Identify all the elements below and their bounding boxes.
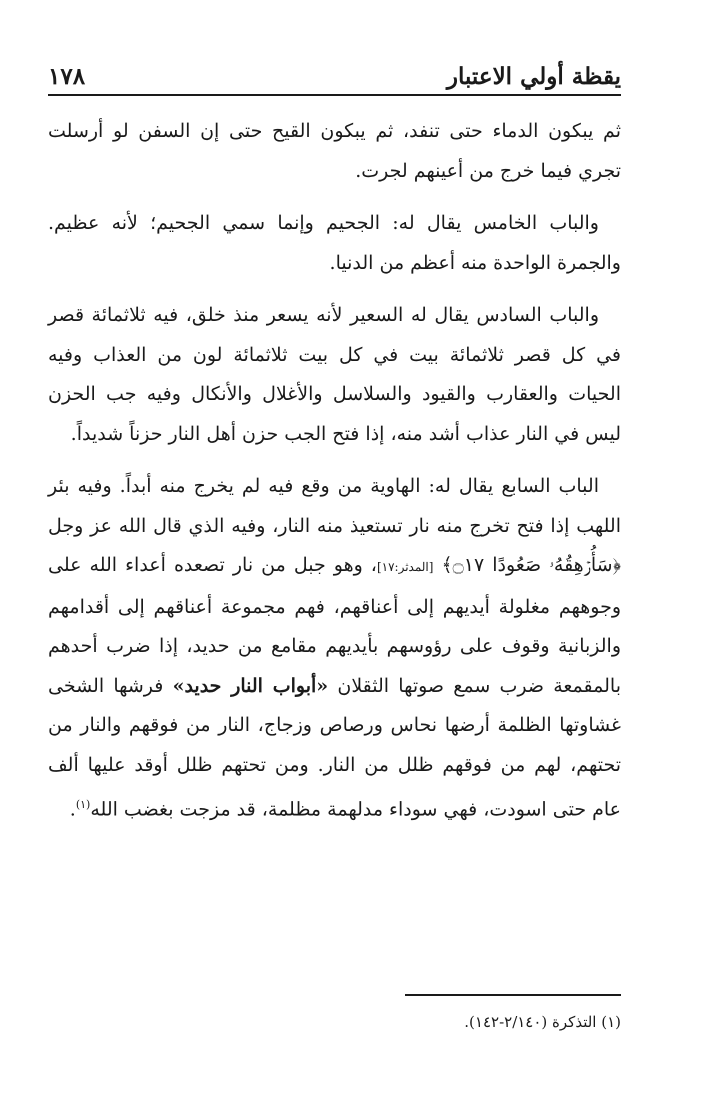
sentence-end: . xyxy=(69,798,76,821)
paragraph-text: الباب السابع يقال له: الهاوية من وقع فيه لم يخرج منه أبداً. وفيه بئر اللهب إذا فتح تخرج منه نار تستعيذ منه النار، وفيه الذي قال الله عز وجل xyxy=(48,475,621,537)
verse-reference: [المدثر:١٧] xyxy=(376,560,434,574)
paragraph xyxy=(48,296,621,454)
footnote-separator xyxy=(405,994,621,996)
paragraph-text: والباب السادس يقال له السعير لأنه يسعر منذ خلق، فيه ثلاثمائة قصر في كل قصر ثلاثمائة بيت في كل بيت ثلاثمائة لون من العذاب وفيه الحيات والعقارب والقيود والسلاسل والأغلال والأنكال وفيه جب الحزن ليس في النار عذاب أشد منه، إذا فتح الجب حزن أهل النار حزناً شديداً. xyxy=(48,304,621,445)
paragraph-text: ، وهو جبل من نار تصعده أعداء الله على وجوههم مغلولة أيديهم إلى أعناقهم، فهم مجموعة أعناقهم إلى أقدامهم والزبانية وقوف على رؤوسهم بأيديهم مقامع من حديد، إذا ضرب أحدهم بالمقمعة ضرب سمع صوتها الثقلان xyxy=(48,554,621,697)
footnote-text: (١) التذكرة (٢/١٤٠-١٤٢). xyxy=(464,1013,621,1031)
paragraph-text: ثم يبكون الدماء حتى تنفد، ثم يبكون القيح حتى إن السفن لو أرسلت تجري فيما خرج من أعينهم لجرت. xyxy=(48,120,621,182)
paragraph xyxy=(48,204,621,283)
footnote xyxy=(48,1010,621,1034)
page-number: ١٧٨ xyxy=(48,63,86,90)
hadith-quote: «أبواب النار حديد» xyxy=(172,674,329,697)
quran-verse: ﴿سَأُرۡهِقُهُۥ صَعُودًا ۝١٧﴾ xyxy=(441,554,621,576)
paragraph-text: فرشها الشخى غشاوتها الظلمة أرضها نحاس ورصاص وزجاج، النار من فوقهم والنار من تحتهم، لهم من فوقهم ظلل من النار. ومن تحتهم ظلل أوقد عليها ألف عام حتى اسودت، فهي سوداء مدلهمة مظلمة، قد مزجت بغضب الله xyxy=(48,674,621,821)
paragraph-text: والباب الخامس يقال له: الجحيم وإنما سمي الجحيم؛ لأنه عظيم. والجمرة الواحدة منه أعظم من الدنيا. xyxy=(48,212,621,274)
running-title: يقظة أولي الاعتبار xyxy=(446,63,621,90)
paragraph xyxy=(48,112,621,191)
main-text xyxy=(48,112,621,843)
paragraph xyxy=(48,467,621,830)
page-header xyxy=(48,52,621,96)
footnote-marker[interactable]: (١) xyxy=(75,798,91,811)
